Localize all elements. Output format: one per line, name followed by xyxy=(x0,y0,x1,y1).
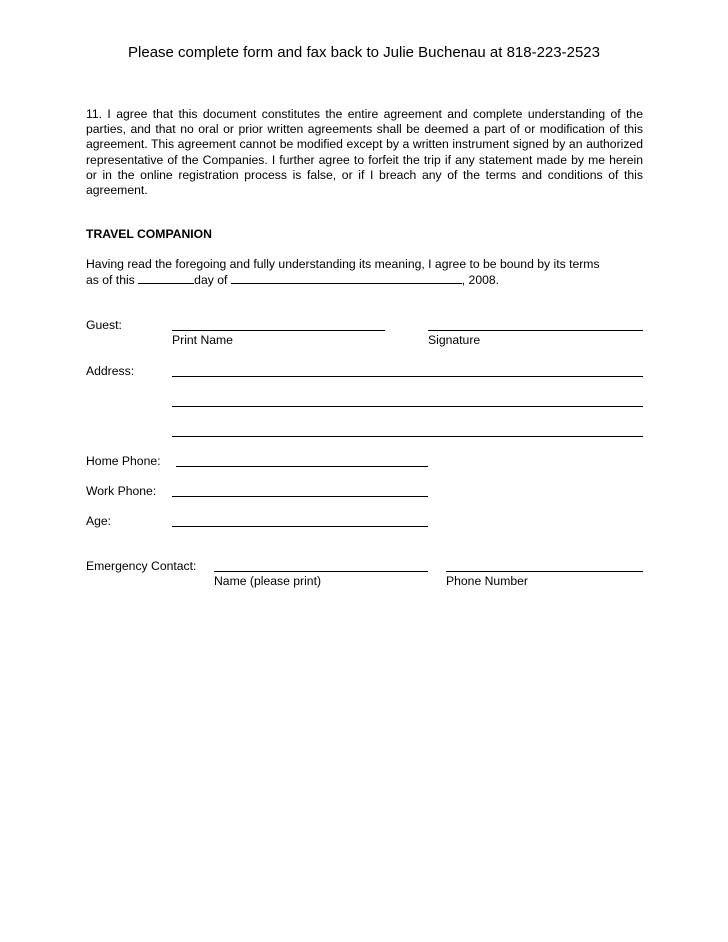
emergency-phone-line[interactable] xyxy=(446,571,643,572)
date-line xyxy=(86,272,499,288)
signature-caption: Signature xyxy=(428,333,481,347)
clause-11-paragraph: 11. I agree that this document constitutes the entire agreement and complete understanding of the parties, and that no oral or prior written agreements shall be deemed a part of or modification of this agreement. This agreement cannot be modified except by a written instrument signed by an authorized representative of the Companies. I further agree to forfeit the trip if any statement made by me herein or in the online registration process is false, or if I breach any of the terms and conditions of this agreement. xyxy=(86,107,643,198)
work-phone-line[interactable] xyxy=(172,496,428,497)
travel-companion-heading: TRAVEL COMPANION xyxy=(86,227,212,241)
guest-signature-line[interactable] xyxy=(428,330,643,331)
fax-instruction-header: Please complete form and fax back to Julie Buchenau at 818-223-2523 xyxy=(128,44,600,61)
address-line-1[interactable] xyxy=(172,376,643,377)
home-phone-label: Home Phone: xyxy=(86,454,161,468)
address-label: Address: xyxy=(86,364,135,378)
month-blank[interactable] xyxy=(231,272,462,284)
travel-companion-intro: Having read the foregoing and fully understanding its meaning, I agree to be bound by its terms xyxy=(86,257,600,271)
emergency-contact-label: Emergency Contact: xyxy=(86,559,197,573)
home-phone-line[interactable] xyxy=(176,466,428,467)
as-of-prefix: as of this xyxy=(86,273,139,287)
guest-label: Guest: xyxy=(86,318,122,332)
day-of-text: day of xyxy=(194,273,231,287)
day-blank[interactable] xyxy=(138,272,194,284)
print-name-caption: Print Name xyxy=(172,333,233,347)
emergency-phone-caption: Phone Number xyxy=(446,574,528,588)
year-suffix: , 2008. xyxy=(461,273,500,287)
guest-print-name-line[interactable] xyxy=(172,330,385,331)
address-line-2[interactable] xyxy=(172,406,643,407)
age-line[interactable] xyxy=(172,526,428,527)
emergency-name-caption: Name (please print) xyxy=(214,574,322,588)
address-line-3[interactable] xyxy=(172,436,643,437)
emergency-name-line[interactable] xyxy=(214,571,428,572)
work-phone-label: Work Phone: xyxy=(86,484,157,498)
age-label: Age: xyxy=(86,514,112,528)
